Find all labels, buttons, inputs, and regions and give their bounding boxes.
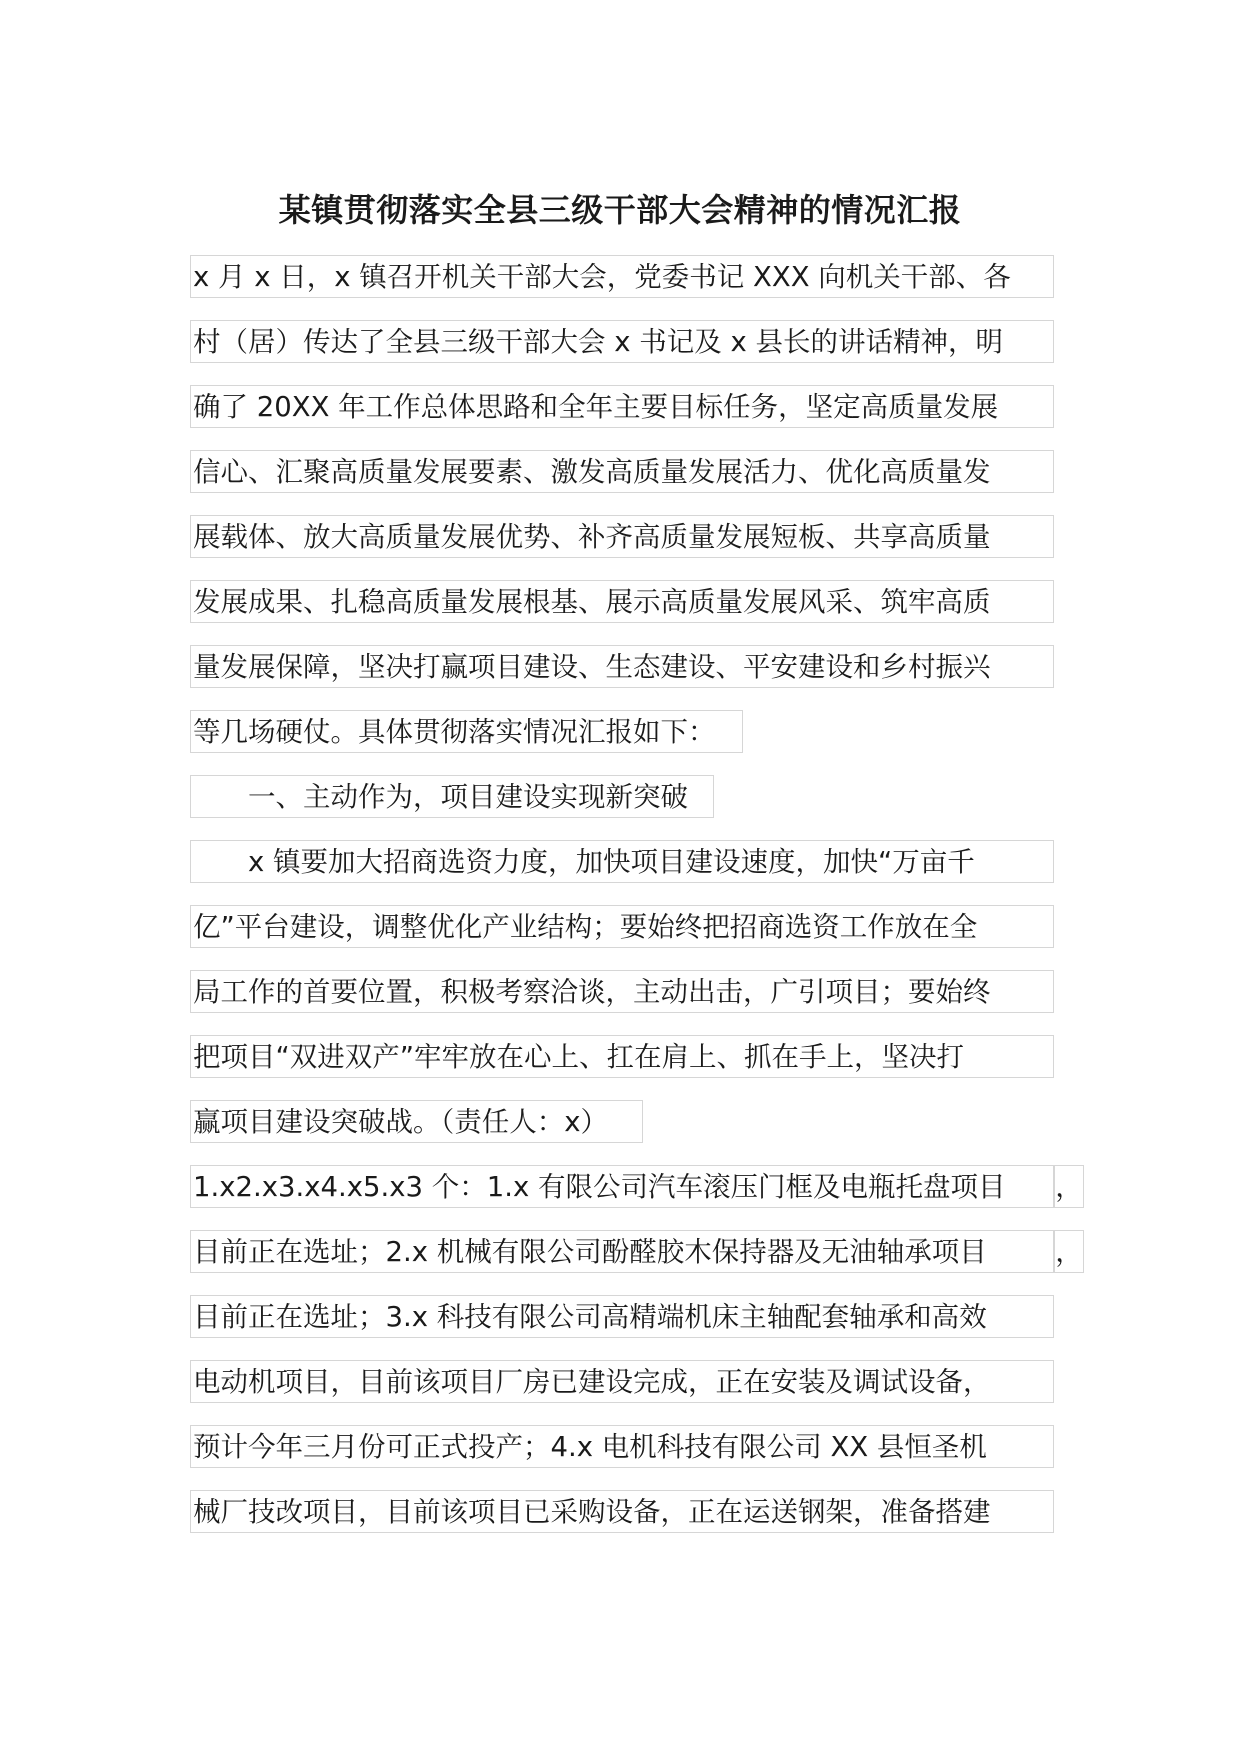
paragraph-line: 电动机项目，目前该项目厂房已建设完成，正在安装及调试设备， bbox=[190, 1360, 1054, 1403]
paragraph-line: 目前正在选址；3.x 科技有限公司高精端机床主轴配套轴承和高效 bbox=[190, 1295, 1054, 1338]
paragraph-line: 械厂技改项目，目前该项目已采购设备，正在运送钢架，准备搭建 bbox=[190, 1490, 1054, 1533]
paragraph-line: 赢项目建设突破战。（责任人：x） bbox=[190, 1100, 643, 1143]
line-tail: ， bbox=[1054, 1165, 1084, 1208]
section-heading: 一、主动作为，项目建设实现新突破 bbox=[190, 775, 714, 818]
paragraph-line: 村（居）传达了全县三级干部大会 x 书记及 x 县长的讲话精神，明 bbox=[190, 320, 1054, 363]
paragraph-line: 把项目“双进双产”牢牢放在心上、扛在肩上、抓在手上，坚决打 bbox=[190, 1035, 1054, 1078]
paragraph-line: 目前正在选址；2.x 机械有限公司酚醛胶木保持器及无油轴承项目 bbox=[190, 1230, 1054, 1273]
paragraph-line: 发展成果、扎稳高质量发展根基、展示高质量发展风采、筑牢高质 bbox=[190, 580, 1054, 623]
paragraph-line: 确了 20XX 年工作总体思路和全年主要目标任务，坚定高质量发展 bbox=[190, 385, 1054, 428]
paragraph-line: 1.x2.x3.x4.x5.x3 个：1.x 有限公司汽车滚压门框及电瓶托盘项目 bbox=[190, 1165, 1054, 1208]
paragraph-line: 量发展保障，坚决打赢项目建设、生态建设、平安建设和乡村振兴 bbox=[190, 645, 1054, 688]
paragraph-line: 预计今年三月份可正式投产；4.x 电机科技有限公司 XX 县恒圣机 bbox=[190, 1425, 1054, 1468]
paragraph-line: 信心、汇聚高质量发展要素、激发高质量发展活力、优化高质量发 bbox=[190, 450, 1054, 493]
line-tail: ， bbox=[1054, 1230, 1084, 1273]
paragraph-line: 展载体、放大高质量发展优势、补齐高质量发展短板、共享高质量 bbox=[190, 515, 1054, 558]
paragraph-line: 等几场硬仗。具体贯彻落实情况汇报如下： bbox=[190, 710, 743, 753]
paragraph-line: x 镇要加大招商选资力度，加快项目建设速度，加快“万亩千 bbox=[190, 840, 1054, 883]
document-title: 某镇贯彻落实全县三级干部大会精神的情况汇报 bbox=[278, 191, 962, 229]
paragraph-line: x 月 x 日，x 镇召开机关干部大会，党委书记 XXX 向机关干部、各 bbox=[190, 255, 1054, 298]
paragraph-line: 亿”平台建设，调整优化产业结构；要始终把招商选资工作放在全 bbox=[190, 905, 1054, 948]
paragraph-line: 局工作的首要位置，积极考察洽谈，主动出击，广引项目；要始终 bbox=[190, 970, 1054, 1013]
